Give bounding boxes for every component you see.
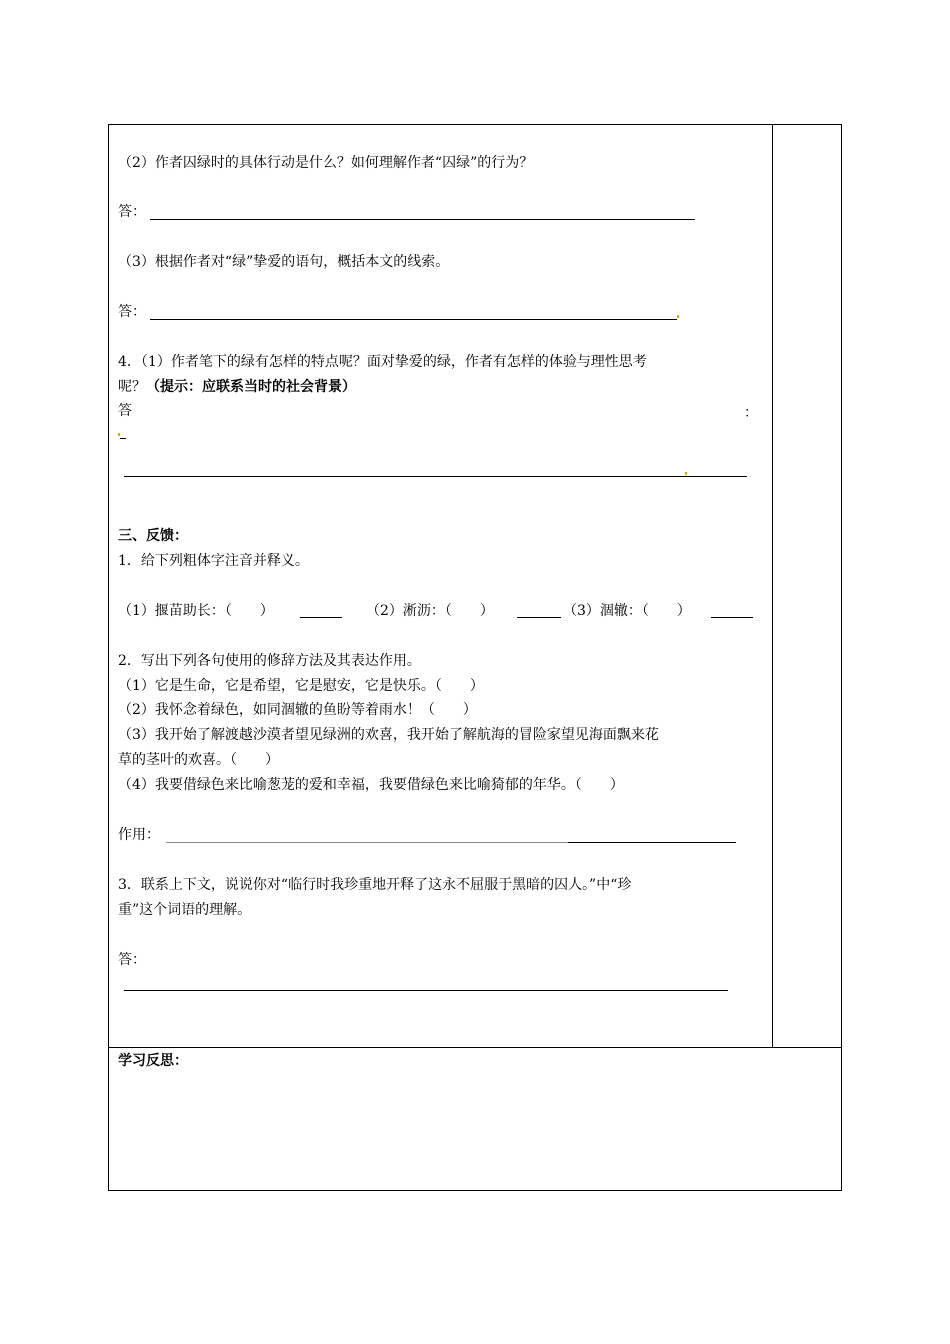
item-1-c-blank[interactable] [711, 617, 753, 618]
question-4-answer-colon: ： [744, 405, 758, 421]
item-2-answer-line-dark [568, 842, 736, 843]
item-2-answer-label: 作用： [118, 827, 160, 843]
question-4-line1: 4．（1）作者笔下的绿有怎样的特点呢？面对挚爱的绿，作者有怎样的体验与理性思考 [118, 354, 647, 370]
question-2: （2）作者囚绿时的具体行动是什么？如何理解作者“囚绿”的行为？ [118, 155, 534, 171]
reflection-label: 学习反思： [118, 1053, 188, 1069]
item-2-sentence-3-line2: 草的茎叶的欢喜。（ ） [118, 752, 279, 768]
item-1-b: （2）淅沥：（ ） [366, 603, 494, 619]
question-2-answer-line[interactable] [150, 219, 695, 220]
question-3-answer-label: 答： [118, 304, 146, 320]
question-3-answer-line[interactable] [150, 319, 677, 320]
question-2-answer-label: 答： [118, 204, 146, 220]
section-3-heading: 三、反馈： [118, 528, 188, 544]
item-1: 1．给下列粗体字注音并释义。 [118, 553, 309, 569]
question-4-answer-line[interactable] [124, 476, 747, 477]
question-4-line2-text: 呢？ [118, 379, 146, 395]
item-2-sentence-3-line1: （3）我开始了解渡越沙漠者望见绿洲的欢喜，我开始了解航海的冒险家望见海面飘来花 [118, 727, 659, 743]
column-divider [772, 125, 773, 1047]
item-1-b-blank[interactable] [517, 617, 561, 618]
item-3-line1: 3．联系上下文，说说你对“临行时我珍重地开释了这永不屈服于黑暗的囚人。”中“珍 [118, 877, 632, 893]
question-3: （3）根据作者对“绿”挚爱的语句，概括本文的线索。 [118, 254, 450, 270]
marker-dot [685, 472, 687, 475]
marker-dot [118, 433, 120, 436]
item-1-c: （3）涸辙：（ ） [563, 603, 691, 619]
item-2-sentence-4: （4）我要借绿色来比喻葱茏的爱和幸福，我要借绿色来比喻猗郁的年华。（ ） [118, 777, 624, 793]
item-2-sentence-1: （1）它是生命，它是希望，它是慰安，它是快乐。（ ） [118, 678, 484, 694]
question-4-line2 [118, 378, 356, 396]
short-underline [120, 438, 126, 439]
question-4-answer-label: 答 [118, 403, 132, 419]
question-4-hint: （提示：应联系当时的社会背景） [146, 379, 356, 395]
item-3-answer-line[interactable] [124, 990, 728, 991]
item-3-answer-label: 答： [118, 952, 146, 968]
marker-dot [677, 315, 679, 318]
item-1-a-blank[interactable] [300, 617, 342, 618]
item-1-a: （1）揠苗助长：（ ） [118, 603, 274, 619]
item-2: 2．写出下列各句使用的修辞方法及其表达作用。 [118, 653, 421, 669]
item-3-line2: 重”这个词语的理解。 [118, 902, 252, 918]
row-divider [109, 1047, 841, 1048]
item-2-sentence-2: （2）我怀念着绿色，如同涸辙的鱼盼等着雨水！（ ） [118, 702, 477, 718]
